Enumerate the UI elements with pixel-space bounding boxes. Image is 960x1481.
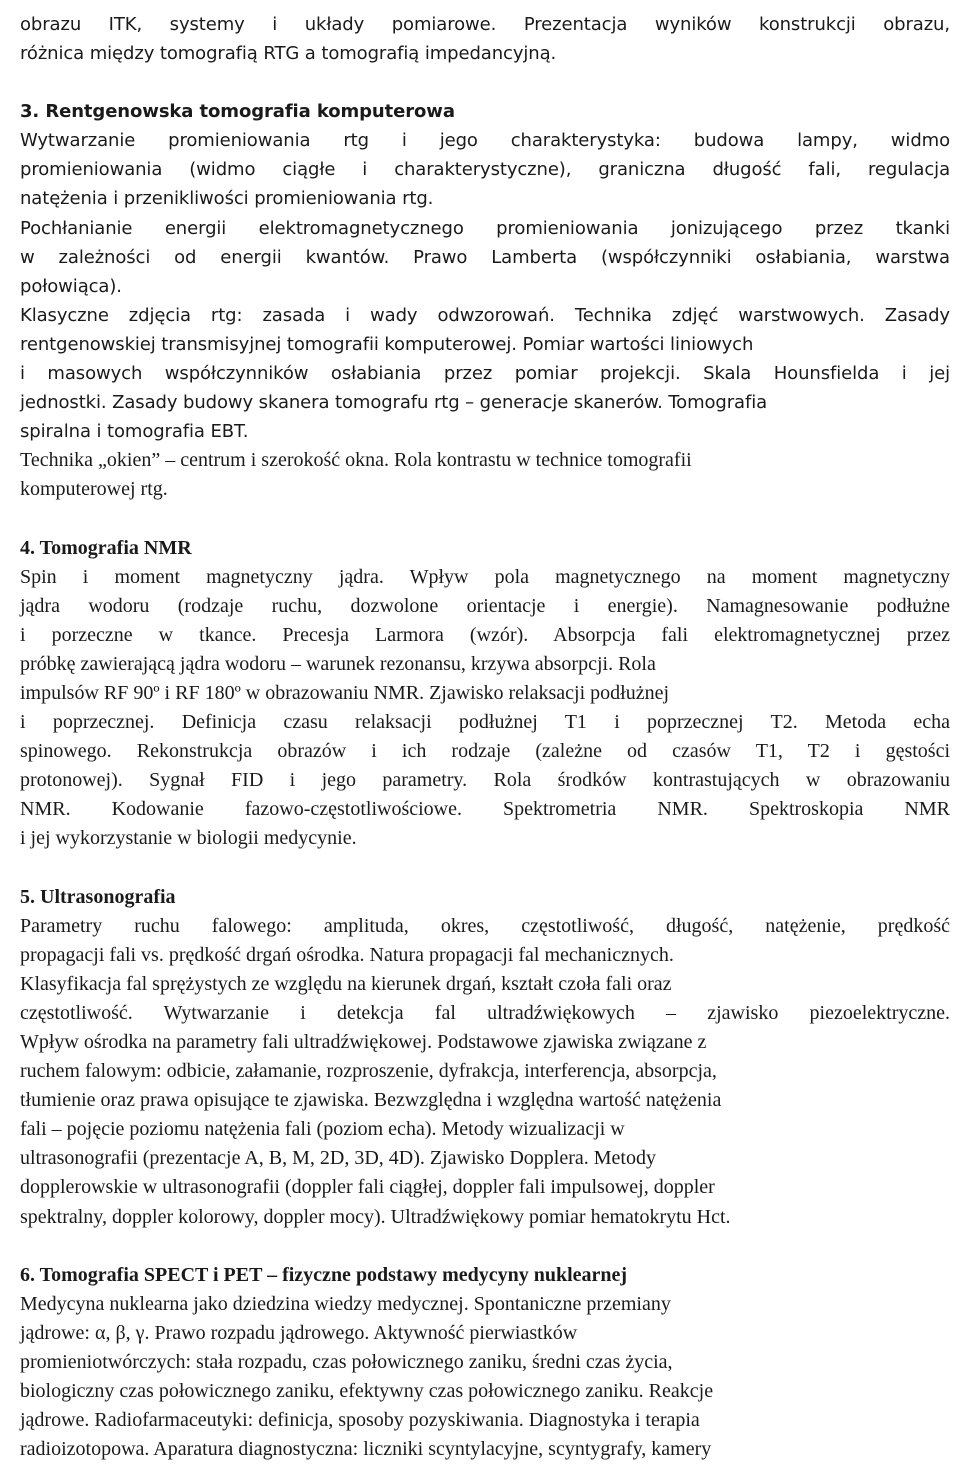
text-line: promieniotwórczych: stała rozpadu, czas połowicznego zaniku, średni czas życia,: [20, 1350, 673, 1373]
text-line: jądrowe. Radiofarmaceutyki: definicja, sposoby pozyskiwania. Diagnostyka i terapia: [20, 1409, 700, 1432]
section-6: [20, 1261, 950, 1465]
text-line: Klasyczne zdjęcia rtg: zasada i wady odwzorowań. Technika zdjęć warstwowych. Zasady: [20, 304, 950, 326]
text-line: połowiąca).: [20, 275, 122, 297]
text-line: Pochłanianie energii elektromagnetycznego promieniowania jonizującego przez tkanki: [20, 217, 950, 239]
text-line: Parametry ruchu falowego: amplituda, okres, częstotliwość, długość, natężenie, prędkość: [20, 914, 950, 937]
text-line: radioizotopowa. Aparatura diagnostyczna: liczniki scyntylacyjne, scyntygrafy, kamery: [20, 1438, 712, 1461]
text-line: dopplerowskie w ultrasonografii (doppler fali ciągłej, doppler fali impulsowej, doppler: [20, 1176, 715, 1199]
intro-paragraph: [20, 10, 950, 68]
text-line: częstotliwość. Wytwarzanie i detekcja fal ultradźwiękowych – zjawisko piezoelektryczne.: [20, 1001, 950, 1024]
text-line: Klasyfikacja fal sprężystych ze względu na kierunek drgań, kształt czoła fali oraz: [20, 972, 672, 995]
section-5: [20, 883, 950, 1232]
text-line: Wpływ ośrodka na parametry fali ultradźwiękowej. Podstawowe zjawiska związane z: [20, 1031, 707, 1053]
text-line: i porzeczne w tkance. Precesja Larmora (wzór). Absorpcja fali elektromagnetycznej przez: [20, 623, 950, 646]
text-line: spiralna i tomografia EBT.: [20, 421, 249, 443]
text-line: jądra wodoru (rodzaje ruchu, dozwolone orientacje i energie). Namagnesowanie podłużne: [20, 594, 950, 617]
text-line: fali – pojęcie poziomu natężenia fali (poziom echa). Metody wizualizacji w: [20, 1118, 625, 1141]
text-line: Wytwarzanie promieniowania rtg i jego charakterystyka: budowa lampy, widmo: [20, 130, 950, 152]
spacer: [20, 505, 950, 534]
text-line: różnica między tomografią RTG a tomografią impedancyjną.: [20, 43, 557, 65]
text-line: Technika „okien” – centrum i szerokość okna. Rola kontrastu w technice tomografii: [20, 449, 692, 472]
text-line: komputerowej rtg.: [20, 478, 168, 501]
text-line: natężenia i przenikliwości promieniowania rtg.: [20, 188, 434, 210]
text-line: protonowej). Sygnał FID i jego parametry. Rola środków kontrastujących w obrazowaniu: [20, 769, 950, 792]
text-line: w zależności od energii kwantów. Prawo Lamberta (współczynniki osłabiania, warstwa: [20, 246, 950, 268]
text-line: spinowego. Rekonstrukcja obrazów i ich rodzaje (zależne od czasów T1, T2 i gęstości: [20, 740, 950, 763]
spacer: [20, 854, 950, 883]
text-line: promieniowania (widmo ciągłe i charakterystyczne), graniczna długość fali, regulacja: [20, 159, 950, 181]
text-line: jednostki. Zasady budowy skanera tomografu rtg – generacje skanerów. Tomografia: [20, 392, 768, 414]
text-line: rentgenowskiej transmisyjnej tomografii komputerowej. Pomiar wartości liniowych: [20, 333, 754, 355]
text-line: Medycyna nuklearna jako dziedzina wiedzy medycznej. Spontaniczne przemiany: [20, 1292, 671, 1315]
text-line: próbkę zawierającą jądra wodoru – warunek rezonansu, krzywa absorpcji. Rola: [20, 652, 656, 675]
text-line: biologiczny czas połowicznego zaniku, efektywny czas połowicznego zaniku. Reakcje: [20, 1380, 714, 1403]
text-line: tłumienie oraz prawa opisujące te zjawiska. Bezwzględna i względna wartość natężenia: [20, 1089, 722, 1112]
text-line: jądrowe: α, β, γ. Prawo rozpadu jądrowego. Aktywność pierwiastków: [20, 1321, 578, 1344]
text-line: propagacji fali vs. prędkość drgań ośrodka. Natura propagacji fal mechanicznych.: [20, 943, 674, 966]
text-line: obrazu ITK, systemy i układy pomiarowe. Prezentacja wyników konstrukcji obrazu,: [20, 14, 950, 35]
spacer: [20, 1232, 950, 1261]
section-4: [20, 534, 950, 854]
text-line: Spin i moment magnetyczny jądra. Wpływ pola magnetycznego na moment magnetyczny: [20, 565, 950, 588]
document-page: [20, 10, 950, 1464]
section-3: [20, 97, 950, 504]
text-line: ultrasonografii (prezentacje A, B, M, 2D, 3D, 4D). Zjawisko Dopplera. Metody: [20, 1147, 656, 1170]
text-line: NMR. Kodowanie fazowo-częstotliwościowe. Spektrometria NMR. Spektroskopia NMR: [20, 798, 950, 821]
text-line: impulsów RF 90º i RF 180º w obrazowaniu NMR. Zjawisko relaksacji podłużnej: [20, 681, 670, 704]
text-line: i poprzecznej. Definicja czasu relaksacji podłużnej T1 i poprzecznej T2. Metoda echa: [20, 711, 950, 734]
section-heading: 4. Tomografia NMR: [20, 536, 192, 559]
text-line: spektralny, doppler kolorowy, doppler mocy). Ultradźwiękowy pomiar hematokrytu Hct.: [20, 1205, 731, 1228]
text-line: i masowych współczynników osłabiania przez pomiar projekcji. Skala Hounsfielda i jej: [20, 363, 950, 385]
spacer: [20, 68, 950, 97]
section-heading: 3. Rentgenowska tomografia komputerowa: [20, 101, 455, 123]
text-line: i jej wykorzystanie w biologii medycynie.: [20, 827, 357, 850]
text-line: ruchem falowym: odbicie, załamanie, rozproszenie, dyfrakcja, interferencja, absorpcja,: [20, 1060, 717, 1083]
section-heading: 5. Ultrasonografia: [20, 885, 176, 908]
section-heading: 6. Tomografia SPECT i PET – fizyczne podstawy medycyny nuklearnej: [20, 1263, 628, 1286]
